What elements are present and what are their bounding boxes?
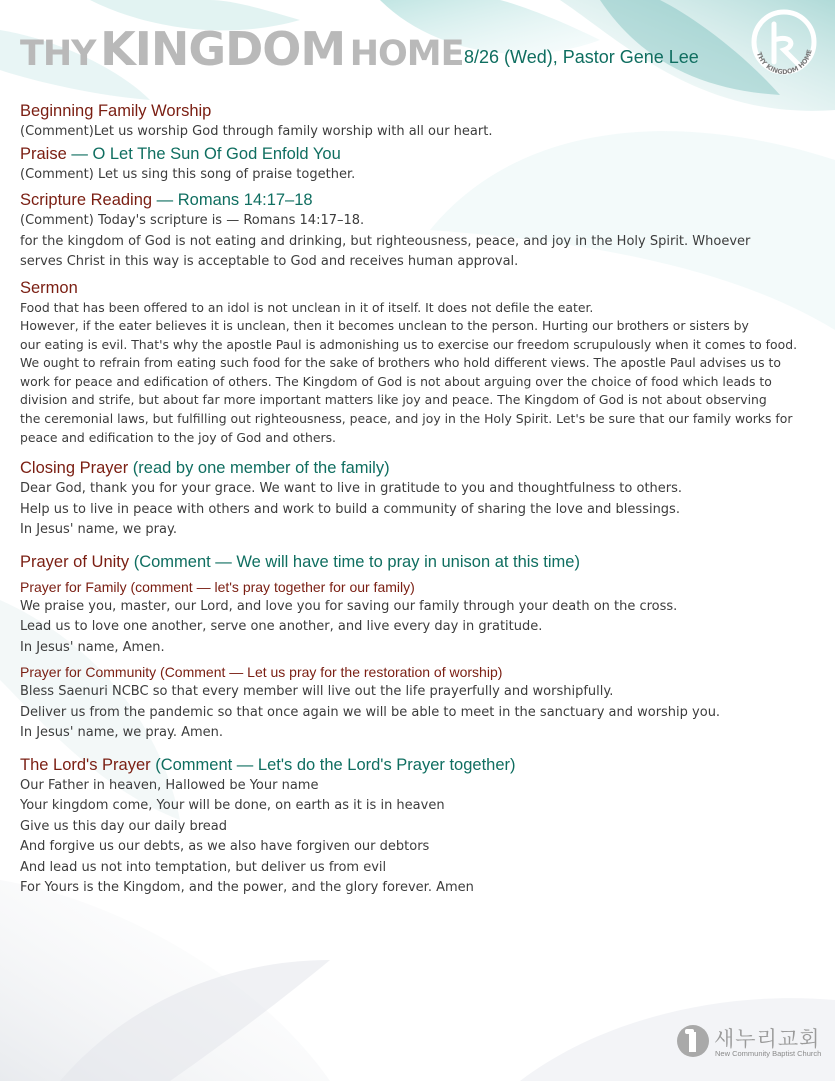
title-kingdom: KINGDOM <box>100 22 346 76</box>
scripture-comment: (Comment) Today's scripture is — Romans 14:17–18. <box>20 213 365 228</box>
title-thy: THY <box>20 34 96 74</box>
date-and-pastor: 8/26 (Wed), Pastor Gene Lee <box>464 47 699 67</box>
family-prayer-line: Lead us to love one another, serve one another, and live every day in gratitude. <box>20 619 543 635</box>
sermon-line: We ought to refrain from eating such food for the sake of brothers who hold different views. The apostle Paul advises us to <box>20 355 781 371</box>
scripture-line: serves Christ in this way is acceptable to God and receives human approval. <box>20 254 519 269</box>
community-prayer-line: Deliver us from the pandemic so that once again we will be able to meet in the sanctuary and worship you. <box>20 704 721 720</box>
lords-prayer-note: (Comment — Let's do the Lord's Prayer together) <box>150 755 516 774</box>
praise-label: Praise <box>20 144 67 163</box>
sermon-line: the ceremonial laws, but fulfilling out righteousness, peace, and joy in the Holy Spirit. Let's be sure that our family works for <box>20 411 793 427</box>
beginning-comment: (Comment)Let us worship God through family worship with all our heart. <box>20 124 493 139</box>
church-logo-icon <box>677 1025 709 1057</box>
scripture-title <box>20 189 832 211</box>
family-prayer-line: We praise you, master, our Lord, and love you for saving our family through your death on the cross. <box>20 598 678 614</box>
lords-prayer-line: Give us this day our daily bread <box>20 818 228 834</box>
sermon-line: Food that has been offered to an idol is not unclean in it of itself. It does not defile the eater. <box>20 299 594 315</box>
lords-prayer-line: And forgive us our debts, as we also have forgiven our debtors <box>20 839 430 855</box>
scripture-label: Scripture Reading <box>20 191 153 209</box>
title-home: HOME <box>349 34 464 74</box>
sermon-line: work for peace and edification of others. The Kingdom of God is not about arguing over the choice of food which leads to <box>20 373 772 389</box>
sermon-line: our eating is evil. That's why the apostle Paul is admonishing us to exercise our freedom scrupulously when it comes to food. <box>20 336 798 352</box>
closing-note: (read by one member of the family) <box>128 459 390 478</box>
scripture-line: for the kingdom of God is not eating and drinking, but righteousness, peace, and joy in the Holy Spirit. Whoever <box>20 233 751 249</box>
community-prayer-line: In Jesus' name, we pray. Amen. <box>20 725 224 741</box>
sermon-line: division and strife, but about far more important matters like joy and peace. The Kingdom of God is not about observing <box>20 392 767 408</box>
lords-prayer-line: Your kingdom come, Your will be done, on earth as it is in heaven <box>20 798 445 814</box>
unity-note: (Comment — We will have time to pray in unison at this time) <box>129 552 580 571</box>
sermon-line: peace and edification to the joy of God and others. <box>20 429 336 445</box>
lords-prayer-label: The Lord's Prayer <box>20 755 151 774</box>
community-prayer-line: Bless Saenuri NCBC so that every member will live out the life prayerfully and worshipfully. <box>20 684 614 700</box>
praise-song: — O Let The Sun Of God Enfold You <box>66 144 341 163</box>
page-title <box>20 22 464 76</box>
family-prayer-line: In Jesus' name, Amen. <box>20 639 165 655</box>
prayer-of-unity-title <box>20 551 832 573</box>
logo-text: THY KINGDOM HOME <box>754 48 814 77</box>
praise-comment: (Comment) Let us sing this song of praise together. <box>20 166 356 182</box>
worship-guide <box>20 100 832 899</box>
lords-prayer-line: For Yours is the Kingdom, and the power, and the glory forever. Amen <box>20 880 474 896</box>
lords-prayer-title <box>20 754 832 776</box>
unity-label: Prayer of Unity <box>20 552 130 571</box>
scripture-ref: — Romans 14:17–18 <box>152 191 313 209</box>
lords-prayer-line: And lead us not into temptation, but deliver us from evil <box>20 859 387 875</box>
thy-kingdom-home-logo <box>744 6 824 86</box>
closing-line: Help us to live in peace with others and work to build a community of sharing the love and blessings. <box>20 501 680 517</box>
beginning-title: Beginning Family Worship <box>20 102 212 120</box>
closing-line: Dear God, thank you for your grace. We want to live in gratitude to you and thoughtfulness to others. <box>20 481 683 497</box>
closing-label: Closing Prayer <box>20 459 129 478</box>
closing-prayer-title <box>20 457 832 479</box>
sermon-line: However, if the eater believes it is unclean, then it becomes unclean to the person. Hurting our brothers or sisters by <box>20 318 749 334</box>
sermon-title: Sermon <box>20 278 78 297</box>
sermon-section <box>20 277 832 448</box>
church-korean-name: 새누리교회 <box>714 1027 821 1051</box>
praise-title <box>20 143 832 165</box>
lords-prayer-line: Our Father in heaven, Hallowed be Your name <box>20 777 319 793</box>
closing-line: In Jesus' name, we pray. <box>20 522 177 538</box>
family-prayer-title: Prayer for Family (comment — let's pray together for our family) <box>20 578 415 595</box>
community-prayer-title: Prayer for Community (Comment — Let us pray for the restoration of worship) <box>20 664 503 681</box>
church-english-name: New Community Baptist Church <box>715 1049 822 1058</box>
church-logo <box>677 1025 822 1063</box>
